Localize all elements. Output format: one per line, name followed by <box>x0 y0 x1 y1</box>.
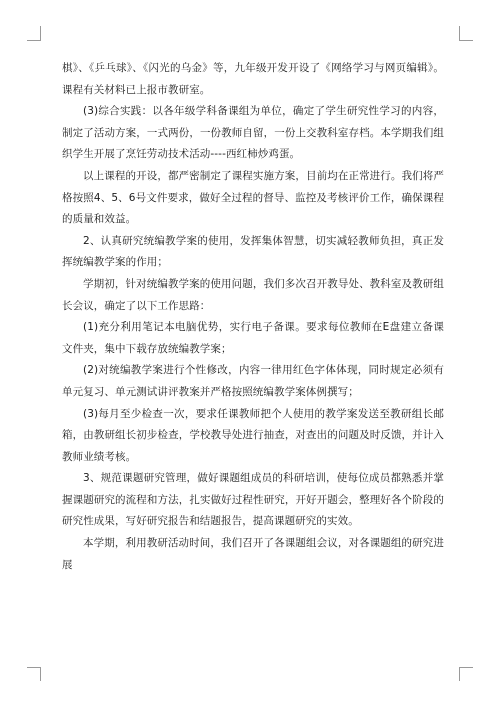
crop-mark-top-right-vertical <box>459 26 460 40</box>
paragraph-8: (3)每月至少检查一次，要求任课教师把个人使用的教学案发送至教研组长邮箱，由教研组长初步检查，学校教导处进行抽查，对查出的问题及时反馈，并计入教师业绩考核。 <box>62 407 444 463</box>
paragraph-3: 以上课程的开设，都严密制定了课程实施方案，目前均在正常进行。我们将严格按照4、5、6号文件要求，做好全过程的督导、监控及考核评价工作，确保课程的质量和效益。 <box>62 169 444 226</box>
paragraph-9: 3、规范课题研究管理，做好课题组成员的科研培训，使每位成员都熟悉并掌握课题研究的流程和方法，扎实做好过程性研究，开好开题会，整理好各个阶段的研究性成果，写好研究报告和结题报告，提高课题研究的实效。 <box>62 472 444 528</box>
document-body <box>62 58 444 576</box>
crop-mark-bottom-left-horizontal <box>27 667 41 668</box>
paragraph-6: (1)充分利用笔记本电脑优势，实行电子备课。要求每位教师在E盘建立备课文件夹，集中下载存放统编教学案； <box>62 321 444 355</box>
crop-mark-bottom-left-vertical <box>40 667 41 681</box>
crop-mark-bottom-right-horizontal <box>459 667 473 668</box>
crop-mark-bottom-right-vertical <box>459 667 460 681</box>
paragraph-5: 学期初，针对统编教学案的使用问题，我们多次召开教导处、教科室及教研组长会议，确定了以下工作思路： <box>62 277 444 312</box>
crop-mark-top-left-vertical <box>40 26 41 40</box>
paragraph-4: 2、认真研究统编教学案的使用，发挥集体智慧，切实减轻教师负担，真正发挥统编教学案的作用； <box>62 234 444 269</box>
paragraph-2: (3)综合实践：以各年级学科备课组为单位，确定了学生研究性学习的内容，制定了活动方案，一式两份，一份教师自留，一份上交教科室存档。本学期我们组织学生开展了烹饪劳动技术活动----西红柿炒鸡蛋。 <box>62 105 444 161</box>
paragraph-10: 本学期，利用教研活动时间，我们召开了各课题组会议，对各课题组的研究进展 <box>62 537 444 571</box>
crop-mark-top-left-horizontal <box>27 40 41 41</box>
paragraph-1: 棋》、《乒乓球》、《闪光的乌金》等，九年级开发开设了《网络学习与网页编辑》。课程有关材料已上报市教研室。 <box>62 62 444 96</box>
crop-mark-top-right-horizontal <box>459 40 473 41</box>
paragraph-7: (2)对统编教学案进行个性修改，内容一律用红色字体体现，同时规定必须有单元复习、单元测试讲评教案并严格按照统编教学案体例撰写； <box>62 364 444 398</box>
